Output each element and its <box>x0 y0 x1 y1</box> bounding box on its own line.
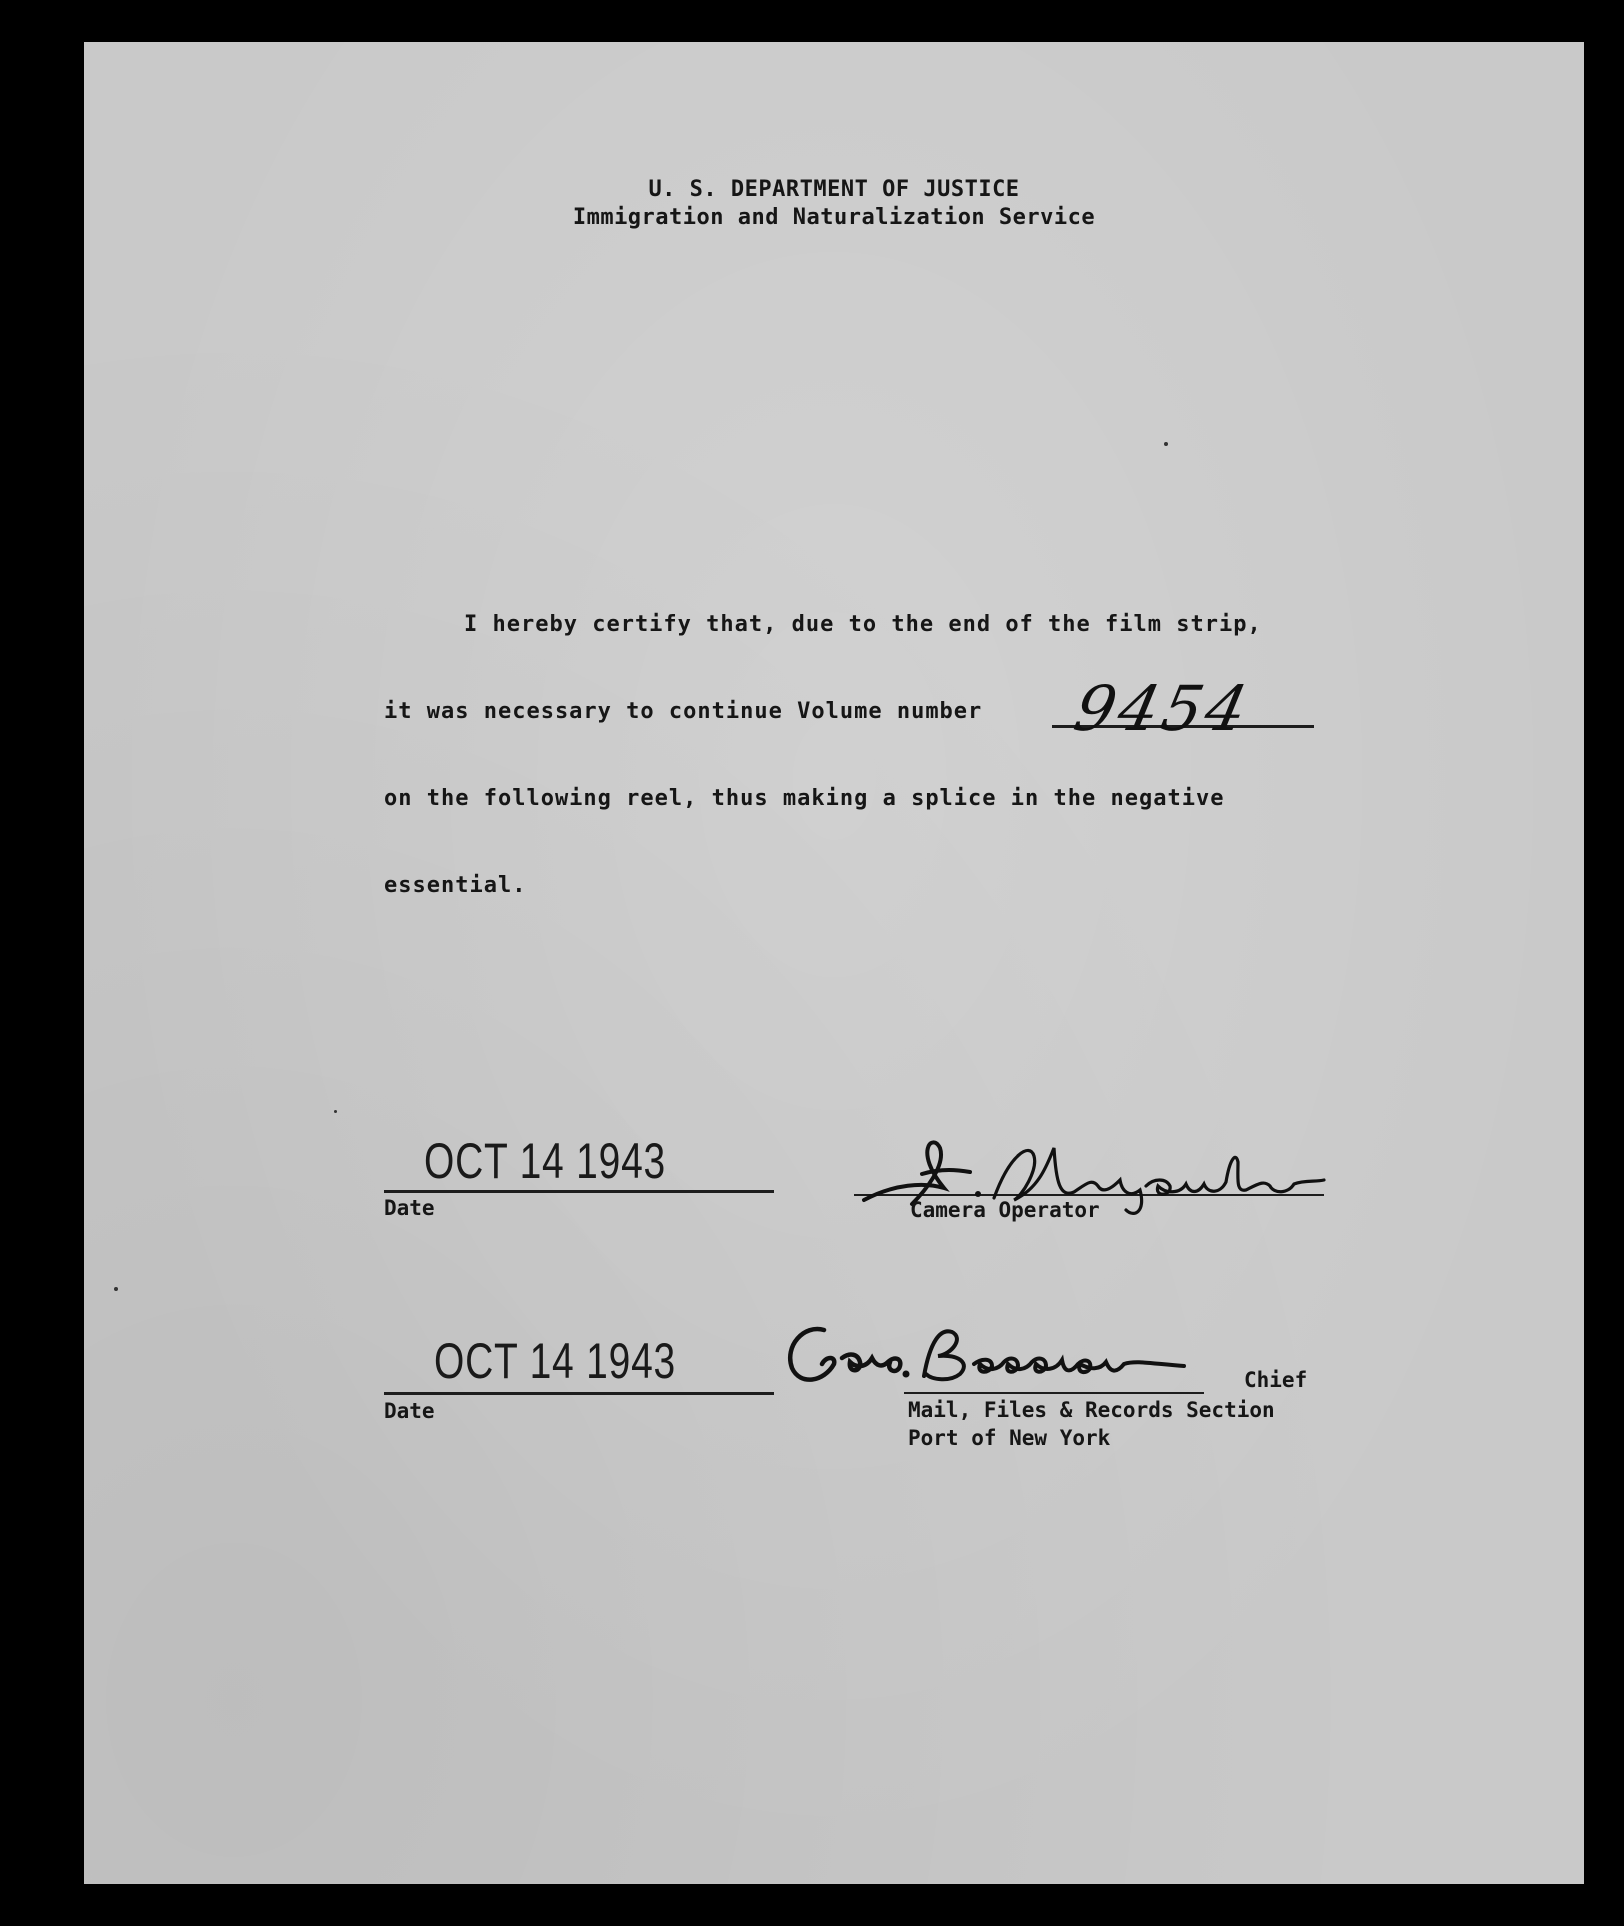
section-line: Mail, Files & Records Section <box>908 1398 1275 1422</box>
volume-number-handwritten: 9454 <box>1068 672 1258 745</box>
certificate-line-3: on the following reel, thus making a splice in the negative <box>384 786 1225 811</box>
scan-speck <box>1164 442 1168 446</box>
paper-sheet <box>84 42 1584 1884</box>
department-heading: U. S. DEPARTMENT OF JUSTICE <box>648 177 1020 202</box>
chief-signature <box>764 1302 1244 1402</box>
certificate-line-1: I hereby certify that, due to the end of the film strip, <box>464 612 1262 637</box>
certificate-line-4: essential. <box>384 873 527 898</box>
port-line: Port of New York <box>908 1426 1111 1450</box>
camera-date-stamp: OCT 14 1943 <box>424 1133 667 1189</box>
scan-speck <box>334 1110 337 1113</box>
chief-title-label: Chief <box>1244 1368 1308 1392</box>
certificate-line-2: it was necessary to continue Volume number <box>384 699 983 724</box>
chief-date-label: Date <box>384 1399 435 1423</box>
camera-date-underline <box>384 1190 774 1193</box>
camera-operator-label: Camera Operator <box>910 1198 1100 1222</box>
service-heading: Immigration and Naturalization Service <box>572 205 1096 230</box>
scan-speck <box>114 1287 118 1291</box>
chief-date-underline <box>384 1392 774 1395</box>
chief-date-stamp: OCT 14 1943 <box>434 1333 677 1389</box>
camera-date-label: Date <box>384 1196 435 1220</box>
